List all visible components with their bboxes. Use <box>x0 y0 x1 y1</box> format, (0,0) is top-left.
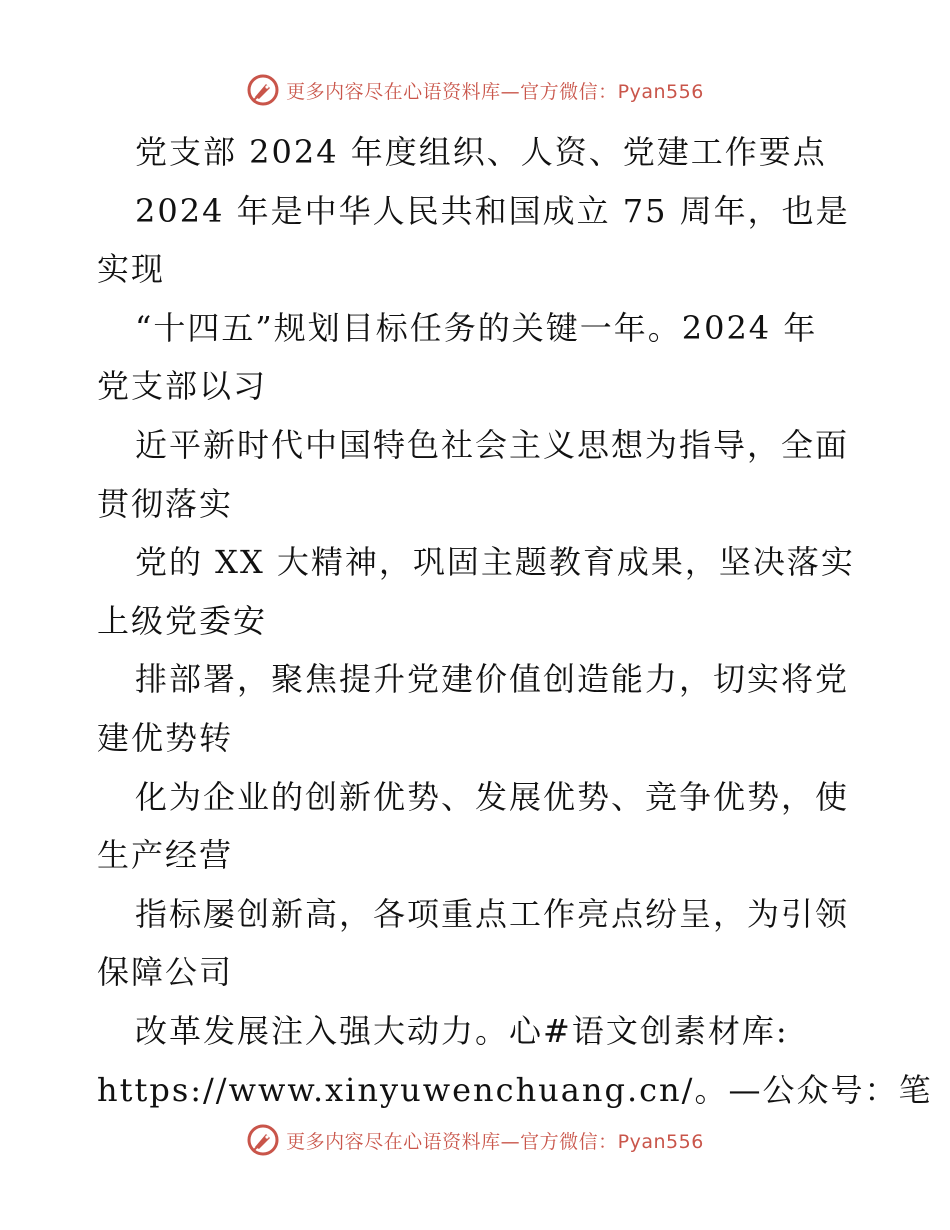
document-line: 实现 <box>97 250 166 289</box>
document-line: 党的 XX 大精神，巩固主题教育成果，坚决落实 <box>135 543 855 582</box>
document-line: 贯彻落实 <box>97 484 234 523</box>
document-line: 近平新时代中国特色社会主义思想为指导，全面 <box>135 425 850 464</box>
document-line: 指标屡创新高，各项重点工作亮点纷呈，为引领 <box>135 894 850 933</box>
document-line: 建优势转 <box>97 718 234 757</box>
document-line: 上级党委安 <box>97 601 268 640</box>
header-watermark-banner <box>0 70 950 110</box>
header-watermark-text: 更多内容尽在心语资料库—官方微信：Pyan556 <box>286 80 704 103</box>
document-line: 排部署，聚焦提升党建价值创造能力，切实将党 <box>135 660 850 699</box>
document-line-url: https://www.xinyuwenchuang.cn/。—公众号：笔 <box>97 1070 933 1109</box>
pen-nib-seal-icon <box>246 1123 280 1157</box>
document-line: 改革发展注入强大动力。心#语文创素材库: <box>135 1011 789 1050</box>
document-line: 生产经营 <box>97 836 234 875</box>
document-line: 党支部以习 <box>97 367 268 406</box>
footer-watermark-text: 更多内容尽在心语资料库—官方微信：Pyan556 <box>286 1130 704 1153</box>
document-line: “十四五”规划目标任务的关键一年。2024 年 <box>135 308 818 347</box>
document-title: 党支部 2024 年度组织、人资、党建工作要点 <box>135 133 827 171</box>
footer-watermark-banner <box>0 1120 950 1160</box>
pen-nib-seal-icon <box>246 73 280 107</box>
document-line: 保障公司 <box>97 953 234 992</box>
document-line: 2024 年是中华人民共和国成立 75 周年，也是 <box>135 191 850 230</box>
document-line: 化为企业的创新优势、发展优势、竞争优势，使 <box>135 777 850 816</box>
document-body <box>97 123 933 1119</box>
